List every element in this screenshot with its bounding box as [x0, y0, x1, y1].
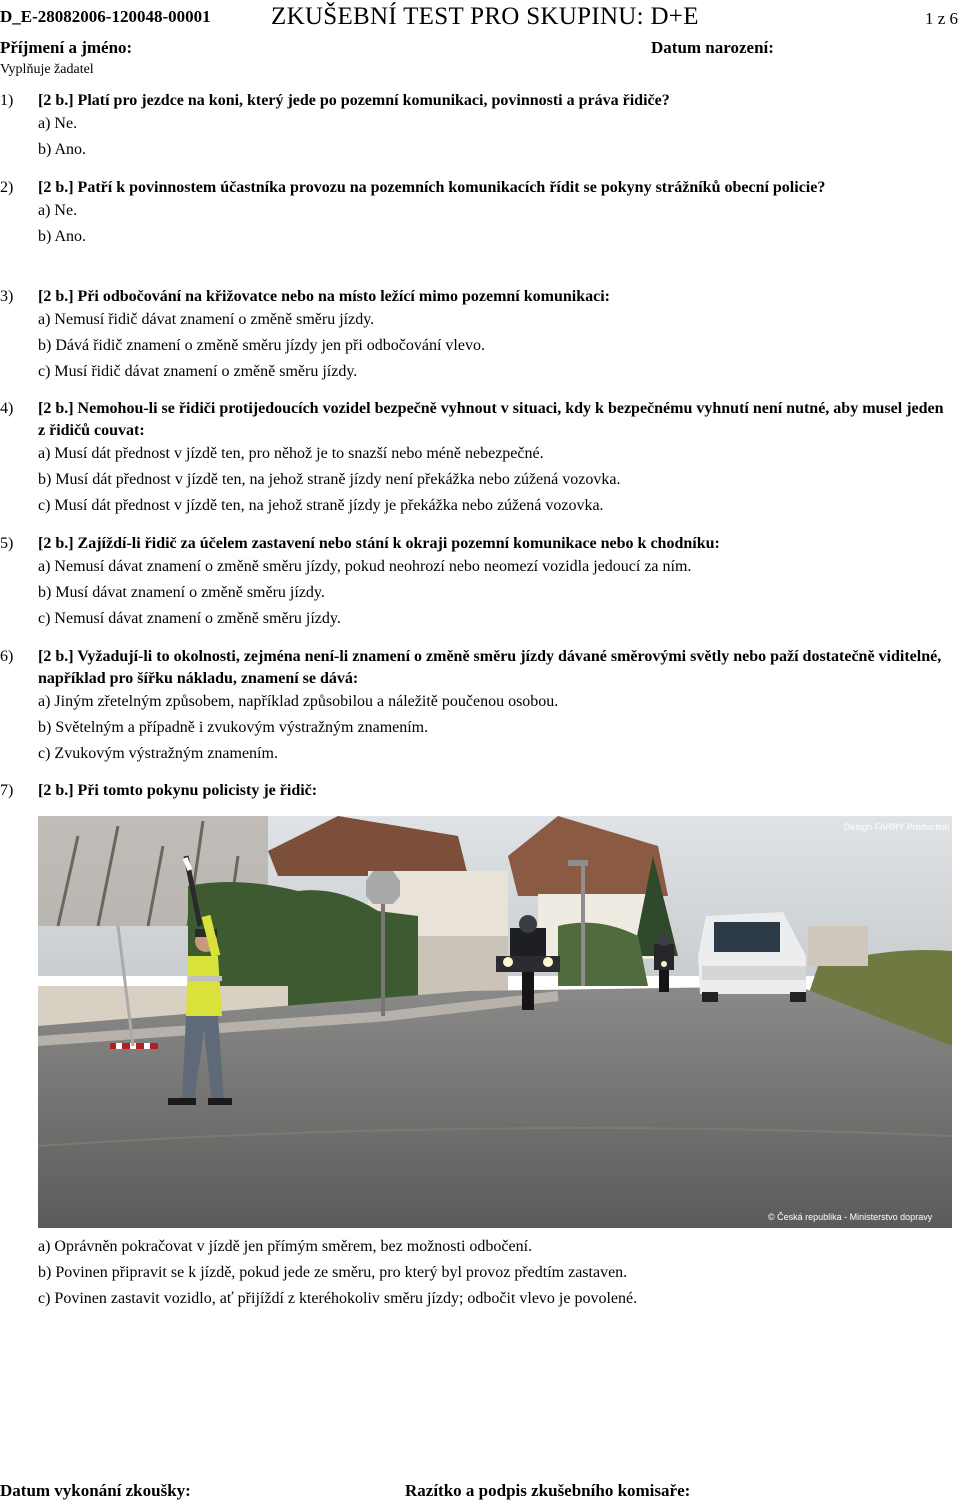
answer-b[interactable]: b) Světelným a případně i zvukovým výstražným znamením. [38, 719, 429, 736]
answer-a[interactable]: a) Ne. [38, 115, 78, 132]
answer-a[interactable]: a) Nemusí řidič dávat znamení o změně směru jízdy. [38, 311, 375, 328]
question-text: [2 b.] Patří k povinnostem účastníka provozu na pozemních komunikacích řídit se pokyny strážníků obecní policie? [38, 179, 826, 196]
answer-a[interactable]: a) Oprávněn pokračovat v jízdě jen přímým směrem, bez možnosti odbočení. [38, 1238, 533, 1255]
question-4 [0, 398, 950, 517]
question-7 [0, 780, 950, 802]
name-label: Příjmení a jméno: [0, 38, 133, 57]
question-number: 1) [0, 92, 14, 109]
question-text: [2 b.] Zajíždí-li řidič za účelem zastavení nebo stání k okraji pozemní komunikace nebo k chodníku: [38, 535, 720, 552]
distant-building [808, 926, 868, 966]
question-number: 4) [0, 400, 14, 417]
question-6 [0, 646, 950, 765]
exam-date-label: Datum vykonání zkoušky: [0, 1481, 191, 1500]
answer-b[interactable]: b) Povinen připravit se k jízdě, pokud jede ze směru, pro který byl provoz předtím zastaven. [38, 1264, 628, 1281]
answer-b[interactable]: b) Dává řidič znamení o změně směru jízdy jen při odbočování vlevo. [38, 337, 485, 354]
question-text: [2 b.] Nemohou-li se řidiči protijedoucích vozidel bezpečně vyhnout v situaci, kdy k bezpečnému vyhnutí není nutné, aby musel jeden z řidičů couvat: [38, 400, 944, 439]
answer-a[interactable]: a) Ne. [38, 202, 78, 219]
test-title: ZKUŠEBNÍ TEST PRO SKUPINU: D+E [271, 3, 699, 30]
question-number: 3) [0, 288, 14, 305]
dob-label: Datum narození: [651, 38, 774, 57]
question-text: [2 b.] Při odbočování na křižovatce nebo na místo ležící mimo pozemní komunikaci: [38, 288, 610, 305]
answer-b[interactable]: b) Musí dávat znamení o změně směru jízdy. [38, 584, 325, 601]
answer-c[interactable]: c) Musí dát přednost v jízdě ten, na jehož straně jízdy je překážka nebo zúžená vozovka. [38, 497, 604, 514]
applicant-note: Vyplňuje žadatel [0, 62, 94, 77]
question-number: 2) [0, 179, 14, 196]
answer-a[interactable]: a) Jiným zřetelným způsobem, například způsobilou a náležitě poučenou osobou. [38, 693, 559, 710]
question-5 [0, 533, 950, 630]
answer-b[interactable]: b) Musí dát přednost v jízdě ten, na jehož straně jízdy není překážka nebo zúžená vozovka. [38, 471, 621, 488]
question-text: [2 b.] Při tomto pokynu policisty je řidič: [38, 782, 318, 799]
question-text: [2 b.] Vyžadují-li to okolnosti, zejména není-li znamení o změně směru jízdy dávané směrovými světly nebo paží dostatečně viditelné, například pro šířku nákladu, znamení se dává: [38, 648, 942, 687]
signature-label: Razítko a podpis zkušebního komisaře: [405, 1481, 691, 1500]
answer-c[interactable]: c) Musí řidič dávat znamení o změně směru jízdy. [38, 363, 358, 380]
question-3 [0, 286, 950, 383]
question-number: 5) [0, 535, 14, 552]
traffic-police-photo [38, 816, 952, 1228]
question-number: 7) [0, 782, 14, 799]
question-text: [2 b.] Platí pro jezdce na koni, který jede po pozemní komunikaci, povinnosti a práva řidiče? [38, 92, 670, 109]
question-number: 6) [0, 648, 14, 665]
answer-b[interactable]: b) Ano. [38, 141, 86, 158]
answer-c[interactable]: c) Zvukovým výstražným znamením. [38, 745, 278, 762]
answer-c[interactable]: c) Nemusí dávat znamení o změně směru jízdy. [38, 610, 341, 627]
answer-a[interactable]: a) Musí dát přednost v jízdě ten, pro něhož je to snazší nebo méně nebezpečné. [38, 445, 544, 462]
photo-watermark-top: Design FARRY Production [844, 822, 950, 832]
answer-b[interactable]: b) Ano. [38, 228, 86, 245]
test-id: D_E-28082006-120048-00001 [0, 7, 211, 26]
question-1 [0, 90, 950, 161]
question-7-answers [0, 1235, 950, 1310]
white-car [698, 912, 806, 1002]
page-number: 1 z 6 [924, 9, 958, 28]
answer-c[interactable]: c) Povinen zastavit vozidlo, ať přijíždí z kteréhokoliv směru jízdy; odbočit vlevo je povolené. [38, 1290, 638, 1307]
question-2 [0, 177, 950, 248]
photo-watermark-bottom: © Česká republika - Ministerstvo dopravy [768, 1212, 933, 1222]
road [38, 986, 952, 1228]
answer-a[interactable]: a) Nemusí dávat znamení o změně směru jízdy, pokud neohrozí nebo neomezí vozidla jedoucí za ním. [38, 558, 692, 575]
